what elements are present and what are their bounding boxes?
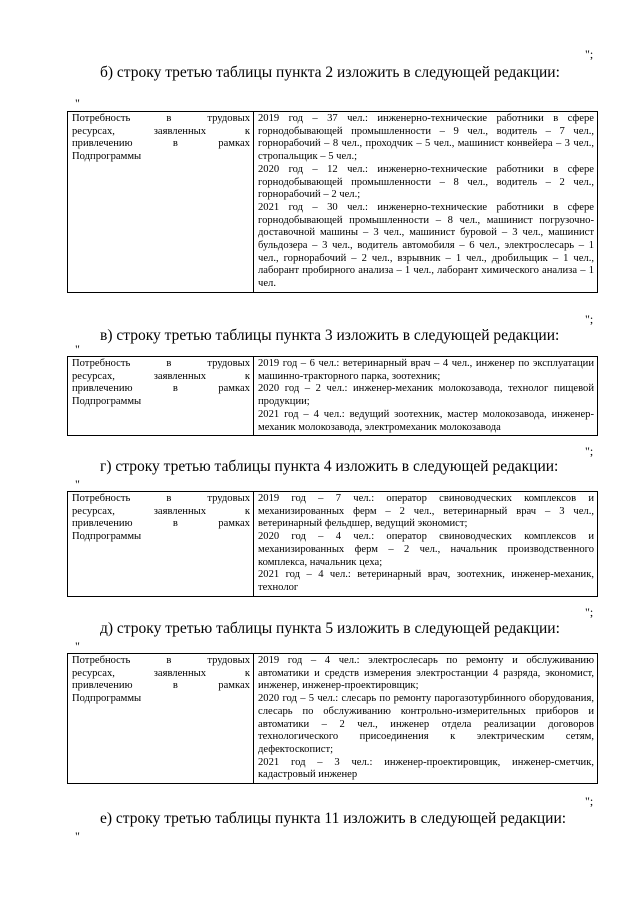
label-line: [72, 383, 250, 396]
label-word: заявленных: [153, 667, 207, 679]
row-label-cell: [68, 492, 254, 597]
year-paragraph: 2021 год – 30 чел.: инженерно-технические работники в сфере горнодобывающей промышленности – 8 чел., машинист погрузочно-доставочной машины – 3 чел., машинист буровой – 3 чел., машинист бульдозера – 3 чел., водитель автомобиля – 6 чел., электрослесарь – 1 чел., горнорабочий – 2 чел., взрывник – 1 чел., дробильщик – 1 чел., лаборант пробирного анализа – 1 чел., лаборант химического анализа – 1 чел.: [258, 201, 594, 290]
label-word: привлечению: [72, 680, 133, 692]
label-line: [72, 113, 250, 126]
opening-quote: ": [75, 829, 80, 843]
label-word: в: [172, 383, 178, 395]
label-word: к: [244, 125, 250, 137]
label-word: трудовых: [207, 113, 250, 124]
section-heading: б) строку третью таблицы пункта 2 изложить в следующей редакции:: [100, 64, 560, 81]
table-row: [68, 357, 598, 436]
label-word: рамках: [218, 518, 250, 530]
row-label-cell: [68, 357, 254, 436]
label-word: в: [172, 138, 178, 150]
closing-quote: ";: [585, 794, 594, 808]
label-line: [72, 151, 250, 164]
label-word: рамках: [218, 383, 250, 395]
label-word: Подпрограммы: [72, 151, 142, 163]
label-word: в: [166, 493, 172, 504]
row-value-cell: [254, 357, 598, 436]
closing-quote: ";: [585, 312, 594, 326]
label-line: [72, 693, 250, 706]
year-paragraph: 2019 год – 6 чел.: ветеринарный врач – 4 чел., инженер по эксплуатации машинно-тракторного парка, зоотехник;: [258, 358, 594, 382]
label-word: в: [172, 680, 178, 692]
label-word: привлечению: [72, 383, 133, 395]
label-word: Потребность: [72, 493, 131, 504]
section-heading: д) строку третью таблицы пункта 5 изложить в следующей редакции:: [100, 620, 560, 637]
label-word: ресурсах,: [72, 125, 115, 137]
label-word: трудовых: [207, 493, 250, 504]
closing-quote: ";: [585, 47, 594, 61]
label-line: [72, 655, 250, 668]
opening-quote: ": [75, 342, 80, 356]
label-word: заявленных: [153, 505, 207, 517]
label-line: [72, 371, 250, 384]
label-word: в: [166, 655, 172, 666]
table-row: [68, 112, 598, 293]
label-word: привлечению: [72, 518, 133, 530]
label-word: заявленных: [153, 125, 207, 137]
year-paragraph: 2019 год – 4 чел.: электрослесарь по ремонту и обслуживанию автоматики и средств измерения электростанции 4 разряда, экономист, инженер, инженер-проектировщик;: [258, 655, 594, 692]
label-word: рамках: [218, 680, 250, 692]
row-value-cell: [254, 654, 598, 784]
label-word: Потребность: [72, 113, 131, 124]
label-word: ресурсах,: [72, 667, 115, 679]
year-paragraph: 2020 год – 5 чел.: слесарь по ремонту парогазотурбинного оборудования, слесарь по обслуживанию контрольно-измерительных приборов и автоматики – 2 чел., инженер отдела реализации договоров технологического присоединения к электрическим сетям, дефектоскопист;: [258, 693, 594, 755]
label-word: Потребность: [72, 655, 131, 666]
year-paragraph: 2021 год – 4 чел.: ведущий зоотехник, мастер молокозавода, инженер-механик молокозавода, электромеханик молокозавода: [258, 408, 594, 433]
label-word: ресурсах,: [72, 505, 115, 517]
year-paragraph: 2019 год – 37 чел.: инженерно-технические работники в сфере горнодобывающей промышленности – 9 чел., водитель – 7 чел., горнорабочий – 8 чел., проходчик – 5 чел., машинист конвейера – 3 чел., стропальщик – 5 чел.;: [258, 113, 594, 163]
label-word: в: [166, 358, 172, 369]
year-paragraph: 2020 год – 2 чел.: инженер-механик молокозавода, технолог пищевой продукции;: [258, 383, 594, 408]
amendment-table: [67, 356, 598, 436]
year-paragraph: 2021 год – 3 чел.: инженер-проектировщик, инженер-сметчик, кадастровый инженер: [258, 756, 594, 781]
amendment-table: [67, 653, 598, 784]
label-word: трудовых: [207, 358, 250, 369]
label-word: рамках: [218, 138, 250, 150]
label-word: к: [244, 667, 250, 679]
label-line: [72, 506, 250, 519]
closing-quote: ";: [585, 444, 594, 458]
row-label-cell: [68, 654, 254, 784]
section-heading: е) строку третью таблицы пункта 11 изложить в следующей редакции:: [100, 810, 567, 827]
section-heading: г) строку третью таблицы пункта 4 изложить в следующей редакции:: [100, 458, 559, 475]
label-line: [72, 138, 250, 151]
opening-quote: ": [75, 477, 80, 491]
label-word: ресурсах,: [72, 370, 115, 382]
row-label-cell: [68, 112, 254, 293]
label-word: Подпрограммы: [72, 531, 142, 543]
label-word: Потребность: [72, 358, 131, 369]
opening-quote: ": [75, 96, 80, 110]
label-line: [72, 126, 250, 139]
label-word: к: [244, 505, 250, 517]
label-line: [72, 680, 250, 693]
label-word: к: [244, 370, 250, 382]
row-value-cell: [254, 492, 598, 597]
opening-quote: ": [75, 639, 80, 653]
label-word: Подпрограммы: [72, 396, 142, 408]
year-paragraph: 2020 год – 4 чел.: оператор свиноводческих комплексов и механизированных ферм – 2 чел., начальник производственного комплекса, начальник цеха;: [258, 531, 594, 568]
year-paragraph: 2021 год – 4 чел.: ветеринарный врач, зоотехник, инженер-механик, технолог: [258, 569, 594, 593]
label-word: в: [166, 113, 172, 124]
label-line: [72, 358, 250, 371]
label-line: [72, 396, 250, 409]
label-line: [72, 518, 250, 531]
label-word: в: [172, 518, 178, 530]
amendment-table: [67, 111, 598, 293]
label-line: [72, 493, 250, 506]
table-row: [68, 492, 598, 597]
label-line: [72, 668, 250, 681]
label-line: [72, 531, 250, 544]
amendment-table: [67, 491, 598, 597]
section-heading: в) строку третью таблицы пункта 3 изложить в следующей редакции:: [100, 327, 560, 344]
label-word: привлечению: [72, 138, 133, 150]
label-word: заявленных: [153, 370, 207, 382]
label-word: Подпрограммы: [72, 693, 142, 705]
label-word: трудовых: [207, 655, 250, 666]
row-value-cell: [254, 112, 598, 293]
year-paragraph: 2019 год – 7 чел.: оператор свиноводческих комплексов и механизированных ферм – 2 чел., ветеринарный врач – 3 чел., ветеринарный фельдшер, ведущий экономист;: [258, 493, 594, 530]
table-row: [68, 654, 598, 784]
closing-quote: ";: [585, 605, 594, 619]
year-paragraph: 2020 год – 12 чел.: инженерно-технические работники в сфере горнодобывающей промышленности – 8 чел., водитель – 2 чел., горнорабочий – 2 чел.;: [258, 163, 594, 201]
